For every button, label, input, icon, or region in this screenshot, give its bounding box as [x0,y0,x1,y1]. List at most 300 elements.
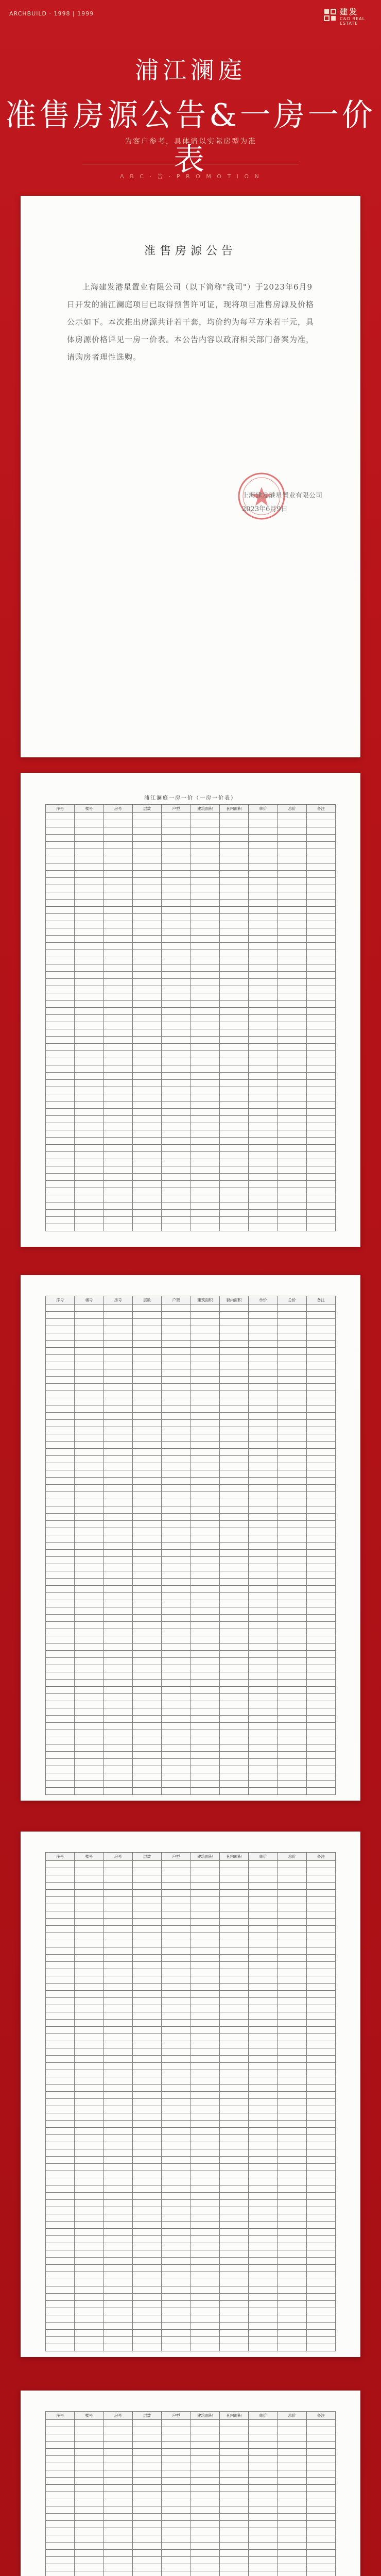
table-cell [46,1680,75,1687]
table-cell [132,1174,161,1181]
table-cell [190,1586,219,1593]
table-cell [132,1384,161,1391]
table-cell [103,1304,132,1312]
column-header: 备注 [306,1853,335,1861]
table-cell [75,2550,103,2557]
table-cell [249,2279,278,2286]
table-cell [190,1463,219,1470]
table-cell [103,1413,132,1420]
table-cell [46,1456,75,1463]
table-cell [75,2092,103,2099]
table-cell [103,1766,132,1773]
table-cell [219,1224,248,1231]
table-cell [278,1962,306,1969]
table-cell [103,1470,132,1478]
table-cell [219,1044,248,1051]
table-cell [162,2250,190,2258]
table-cell [103,2550,132,2557]
table-cell [190,2250,219,2258]
table-cell [306,1969,335,1976]
table-cell [46,1962,75,1969]
table-cell [219,2344,248,2351]
table-cell [46,835,75,842]
table-cell [132,2557,161,2564]
table-cell [249,986,278,993]
table-row [46,1456,336,1463]
table-cell [132,1348,161,1355]
table-row [46,1123,336,1130]
table-cell [190,1926,219,1933]
table-cell [190,1687,219,1694]
table-cell [306,1065,335,1073]
table-cell [162,820,190,827]
table-cell [75,2214,103,2222]
table-cell [219,2164,248,2171]
table-cell [306,1933,335,1940]
table-cell [162,2286,190,2294]
table-cell [103,863,132,871]
table-cell [162,1737,190,1744]
table-cell [249,1723,278,1730]
table-cell [306,2420,335,2427]
table-cell [219,2020,248,2027]
table-cell [306,1058,335,1065]
table-row [46,1868,336,1875]
table-cell [162,1449,190,1456]
price-sheet [45,2411,336,2576]
table-cell [219,943,248,950]
table-cell [46,2286,75,2294]
table-cell [103,1976,132,1984]
table-cell [46,993,75,1001]
table-cell [306,1492,335,1499]
table-cell [278,2250,306,2258]
table-cell [162,2323,190,2330]
table-cell [249,1051,278,1058]
table-cell [103,986,132,993]
table-cell [249,1492,278,1499]
table-cell [103,1449,132,1456]
table-cell [278,863,306,871]
table-cell [75,1044,103,1051]
table-cell [306,2470,335,2478]
table-cell [306,928,335,936]
table-cell [103,1788,132,1795]
table-cell [278,1658,306,1665]
table-cell [306,2528,335,2535]
table-cell [278,914,306,921]
table-cell [132,1037,161,1044]
table-cell [249,1535,278,1543]
table-cell [190,1984,219,1991]
table-cell [103,2099,132,2106]
table-cell [278,1694,306,1701]
table-cell [219,2301,248,2308]
table-cell [103,1506,132,1514]
table-cell [46,2200,75,2207]
table-cell [75,1651,103,1658]
table-cell [132,1773,161,1781]
table-cell [219,1506,248,1514]
table-cell [46,1202,75,1210]
table-cell [306,1188,335,1195]
table-cell [306,2099,335,2106]
table-row [46,1962,336,1969]
table-cell [132,2207,161,2214]
table-cell [219,1159,248,1166]
table-cell [219,2157,248,2164]
table-cell [278,1875,306,1883]
table-cell [132,1391,161,1398]
table-cell [75,2344,103,2351]
table-cell [190,1434,219,1442]
table-row [46,1138,336,1145]
table-cell [132,1528,161,1535]
table-cell [219,2434,248,2442]
table-cell [75,1377,103,1384]
table-cell [132,1202,161,1210]
table-cell [190,1174,219,1181]
table-cell [132,1341,161,1348]
table-cell [306,1405,335,1413]
table-cell [249,1094,278,1101]
table-cell [162,1651,190,1658]
table-cell [46,2442,75,2449]
table-cell [103,914,132,921]
table-header-row [46,2412,336,2420]
table-cell [190,1672,219,1680]
table-cell [306,964,335,972]
table-row [46,2427,336,2434]
table-cell [103,1478,132,1485]
table-cell [75,2323,103,2330]
table-cell [162,863,190,871]
table-cell [103,1492,132,1499]
table-cell [306,1319,335,1326]
table-cell [46,1008,75,1015]
table-cell [75,2243,103,2250]
table-cell [219,1593,248,1600]
table-row [46,1210,336,1217]
table-cell [162,2258,190,2265]
table-cell [132,2128,161,2135]
table-cell [162,1557,190,1564]
table-cell [249,2034,278,2041]
table-cell [278,2236,306,2243]
table-cell [306,1037,335,1044]
table-cell [162,1499,190,1506]
table-cell [132,1998,161,2005]
table-cell [75,1773,103,1781]
table-cell [219,813,248,820]
table-cell [190,2214,219,2222]
table-cell [249,1001,278,1008]
table-cell [162,1377,190,1384]
table-cell [219,1427,248,1434]
table-cell [190,993,219,1001]
table-cell [162,1861,190,1868]
table-row [46,2272,336,2279]
table-cell [162,2521,190,2528]
table-cell [219,2427,248,2434]
table-cell [103,1384,132,1391]
table-cell [278,2048,306,2056]
table-cell [103,1188,132,1195]
table-cell [219,871,248,878]
table-cell [46,2236,75,2243]
table-cell [103,1984,132,1991]
table-cell [219,1701,248,1708]
table-cell [219,950,248,957]
table-row [46,1716,336,1723]
table-row [46,993,336,1001]
table-cell [306,1759,335,1766]
table-cell [306,1420,335,1427]
table-row [46,936,336,943]
table-row [46,1506,336,1514]
table-row [46,2521,336,2528]
table-row [46,2236,336,2243]
table-cell [278,1174,306,1181]
table-cell [219,1962,248,1969]
table-cell [190,1427,219,1434]
table-cell [46,2178,75,2185]
table-cell [306,1015,335,1022]
table-cell [103,1643,132,1651]
table-cell [103,928,132,936]
table-cell [278,1629,306,1636]
table-cell [103,2041,132,2048]
table-cell [190,2077,219,2084]
table-cell [75,1348,103,1355]
table-cell [249,1976,278,1984]
table-row [46,1080,336,1087]
table-cell [306,914,335,921]
table-cell [306,1723,335,1730]
table-cell [249,1109,278,1116]
table-cell [75,986,103,993]
table-cell [278,2200,306,2207]
table-cell [75,2034,103,2041]
table-cell [103,1094,132,1101]
table-cell [162,2070,190,2077]
table-cell [162,2005,190,2012]
table-row [46,2135,336,2142]
table-cell [103,827,132,835]
table-cell [278,885,306,892]
table-cell [190,2442,219,2449]
table-cell [162,2012,190,2020]
notice-date: 2023年6月9日 [242,505,288,513]
table-cell [306,900,335,907]
table-cell [162,842,190,849]
table-cell [278,1752,306,1759]
table-cell [132,2535,161,2543]
table-cell [75,2308,103,2315]
table-cell [162,972,190,979]
table-cell [46,2478,75,2485]
table-cell [249,2470,278,2478]
table-cell [278,820,306,827]
table-cell [162,1528,190,1535]
table-cell [190,2113,219,2121]
table-cell [46,1506,75,1514]
table-cell [132,1658,161,1665]
table-cell [75,1557,103,1564]
table-cell [75,928,103,936]
table-cell [190,2135,219,2142]
column-header: 建筑面积 [190,2412,219,2420]
table-cell [75,1224,103,1231]
table-row [46,1883,336,1890]
table-cell [103,2456,132,2463]
table-cell [219,1109,248,1116]
table-cell [162,1362,190,1369]
table-cell [162,2308,190,2315]
table-cell [219,1123,248,1130]
table-cell [75,2099,103,2106]
table-cell [278,2185,306,2193]
column-header: 套内面积 [219,1853,248,1861]
table-cell [132,928,161,936]
table-cell [190,1919,219,1926]
table-cell [132,1680,161,1687]
table-cell [306,2157,335,2164]
table-cell [249,2456,278,2463]
table-cell [103,1550,132,1557]
column-header: 房号 [103,1296,132,1304]
table-cell [219,2315,248,2323]
table-cell [190,1752,219,1759]
table-header-row [46,805,336,813]
price-sheet [45,793,336,1231]
table-cell [75,2427,103,2434]
table-cell [219,2521,248,2528]
table-cell [190,1543,219,1550]
table-cell [132,2492,161,2499]
table-cell [219,842,248,849]
table-row [46,1535,336,1543]
table-cell [219,1890,248,1897]
table-cell [103,1442,132,1449]
table-cell [46,1152,75,1159]
table-row [46,928,336,936]
table-cell [46,2521,75,2528]
table-cell [278,2550,306,2557]
table-cell [132,2550,161,2557]
table-cell [306,2499,335,2506]
table-cell [190,1890,219,1897]
table-cell [219,1680,248,1687]
table-cell [278,1759,306,1766]
table-cell [46,979,75,986]
table-cell [132,1940,161,1947]
table-cell [132,1752,161,1759]
table-row [46,2243,336,2250]
table-cell [75,1326,103,1333]
table-cell [278,2337,306,2344]
table-cell [278,1492,306,1499]
table-cell [132,2427,161,2434]
table-cell [103,1514,132,1521]
table-cell [162,1174,190,1181]
table-cell [103,2222,132,2229]
table-cell [219,1933,248,1940]
table-row [46,849,336,856]
table-cell [132,1492,161,1499]
table-cell [190,964,219,972]
table-cell [162,1904,190,1911]
table-cell [219,1543,248,1550]
table-cell [190,1195,219,1202]
table-row [46,1319,336,1326]
table-cell [278,1708,306,1716]
table-cell [249,1319,278,1326]
table-cell [132,1919,161,1926]
table-cell [103,1210,132,1217]
table-cell [103,1629,132,1636]
table-cell [132,1051,161,1058]
table-cell [278,1593,306,1600]
table-cell [190,1181,219,1188]
table-cell [219,1065,248,1073]
table-cell [162,2485,190,2492]
table-cell [306,2005,335,2012]
table-cell [103,835,132,842]
table-cell [278,1101,306,1109]
table-cell [249,1687,278,1694]
table-cell [278,2478,306,2485]
table-cell [219,1174,248,1181]
table-cell [46,1607,75,1615]
table-cell [46,2084,75,2092]
table-cell [46,885,75,892]
table-cell [75,1181,103,1188]
table-cell [132,2250,161,2258]
table-row [46,1514,336,1521]
table-cell [46,2214,75,2222]
table-cell [132,1109,161,1116]
table-cell [46,1976,75,1984]
table-row [46,1202,336,1210]
table-cell [249,914,278,921]
table-cell [46,1319,75,1326]
table-cell [306,1629,335,1636]
table-cell [132,1557,161,1564]
table-cell [132,1600,161,1607]
table-cell [190,849,219,856]
table-cell [306,2056,335,2063]
table-cell [190,2121,219,2128]
table-cell [190,1600,219,1607]
table-cell [249,2528,278,2535]
table-cell [190,2128,219,2135]
column-header: 户型 [162,2412,190,2420]
table-row [46,2434,336,2442]
table-cell [219,2456,248,2463]
table-cell [249,2077,278,2084]
table-cell [190,2294,219,2301]
top-bar [0,0,381,30]
table-cell [75,1369,103,1377]
table-row [46,1312,336,1319]
table-row [46,878,336,885]
table-cell [306,957,335,964]
table-cell [219,1210,248,1217]
table-cell [219,1781,248,1788]
table-cell [162,1759,190,1766]
table-cell [132,2113,161,2121]
